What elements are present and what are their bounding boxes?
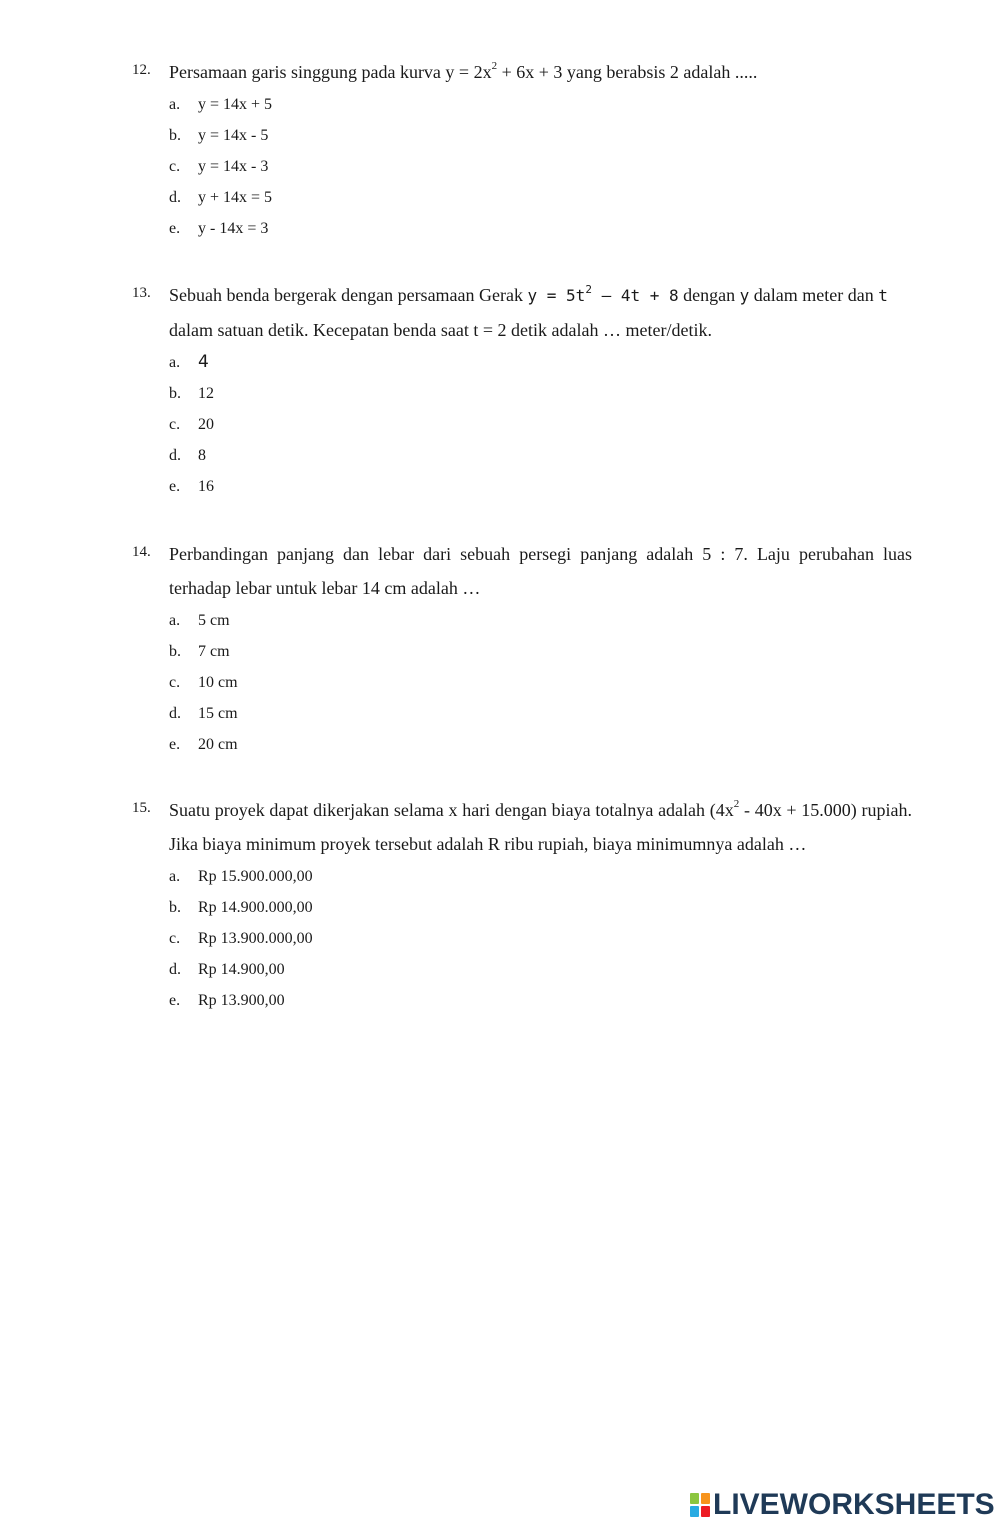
question-number: 12.	[132, 62, 151, 78]
option-text: 10 cm	[198, 674, 238, 691]
option-text: 5 cm	[198, 612, 230, 629]
options-list	[169, 861, 912, 1016]
option-text: 12	[198, 385, 214, 402]
option-a[interactable]	[169, 861, 912, 892]
question-stem: Perbandingan panjang dan lebar dari sebuah persegi panjang adalah 5 : 7. Laju perubahan luas terhadap lebar untuk lebar 14 cm adalah …	[169, 544, 912, 598]
option-b[interactable]	[169, 892, 912, 923]
option-e[interactable]	[169, 471, 912, 502]
option-label: b.	[169, 643, 181, 660]
option-label: a.	[169, 868, 181, 885]
question-15	[132, 793, 912, 1016]
option-a[interactable]	[169, 347, 912, 378]
option-b[interactable]	[169, 636, 912, 667]
option-label: b.	[169, 899, 181, 916]
question-13	[132, 278, 912, 502]
option-label: d.	[169, 447, 181, 464]
stem-part: dalam meter dan	[749, 285, 879, 305]
option-e[interactable]	[169, 213, 912, 244]
options-list	[169, 89, 912, 244]
logo-square	[690, 1506, 699, 1517]
option-label: d.	[169, 189, 181, 206]
option-text: Rp 15.900.000,00	[198, 868, 313, 885]
question-number: 15.	[132, 800, 151, 816]
option-text: Rp 14.900,00	[198, 961, 285, 978]
option-text: y = 14x - 5	[198, 127, 269, 144]
option-label: a.	[169, 96, 181, 113]
option-text: y = 14x - 3	[198, 158, 269, 175]
exponent: 2	[733, 798, 740, 810]
liveworksheets-logo-icon	[690, 1493, 710, 1517]
option-label: e.	[169, 992, 181, 1009]
question-stem	[169, 278, 912, 347]
exponent: 2	[491, 60, 498, 72]
option-a[interactable]	[169, 89, 912, 120]
option-e[interactable]	[169, 729, 912, 760]
question-stem	[169, 793, 912, 861]
option-label: a.	[169, 612, 181, 629]
option-text: y = 14x + 5	[198, 96, 273, 113]
option-c[interactable]	[169, 923, 912, 954]
option-label: d.	[169, 705, 181, 722]
option-text: 20	[198, 416, 214, 433]
variable-t: t	[878, 286, 888, 305]
option-text: Rp 13.900,00	[198, 992, 285, 1009]
option-text: Rp 13.900.000,00	[198, 930, 313, 947]
option-text: 20 cm	[198, 736, 238, 753]
stem-part: Suatu proyek dapat dikerjakan selama x hari dengan biaya totalnya adalah (4x	[169, 800, 734, 820]
option-text: 4	[198, 352, 209, 372]
option-b[interactable]	[169, 378, 912, 409]
question-number: 14.	[132, 544, 151, 560]
logo-square	[701, 1493, 710, 1504]
stem-part: Sebuah benda bergerak dengan persamaan Gerak	[169, 285, 528, 305]
liveworksheets-logo	[690, 1487, 995, 1523]
equation-part: y = 5t	[527, 286, 586, 305]
option-b[interactable]	[169, 120, 912, 151]
option-c[interactable]	[169, 667, 912, 698]
exponent: 2	[585, 282, 592, 296]
option-text: y - 14x = 3	[198, 220, 269, 237]
option-c[interactable]	[169, 151, 912, 182]
option-label: b.	[169, 127, 181, 144]
option-d[interactable]	[169, 698, 912, 729]
equation-part: – 4t + 8	[591, 286, 679, 305]
option-text: 8	[198, 447, 206, 464]
option-label: d.	[169, 961, 181, 978]
stem-part: dalam satuan detik. Kecepatan benda saat t = 2 detik adalah … meter/detik.	[169, 320, 712, 340]
option-label: e.	[169, 736, 181, 753]
question-12	[132, 55, 912, 244]
option-d[interactable]	[169, 182, 912, 213]
option-text: Rp 14.900.000,00	[198, 899, 313, 916]
option-label: e.	[169, 220, 181, 237]
option-label: c.	[169, 674, 181, 691]
question-stem	[169, 55, 912, 89]
option-c[interactable]	[169, 409, 912, 440]
option-label: a.	[169, 354, 181, 371]
options-list	[169, 347, 912, 502]
stem-part: Persamaan garis singgung pada kurva y = 2x	[169, 62, 492, 82]
logo-square	[701, 1506, 710, 1517]
option-text: 7 cm	[198, 643, 230, 660]
options-list	[169, 605, 912, 760]
option-label: c.	[169, 416, 181, 433]
option-a[interactable]	[169, 605, 912, 636]
option-d[interactable]	[169, 954, 912, 985]
option-text: 15 cm	[198, 705, 238, 722]
stem-part: - 40x + 15.000) rupiah. Jika biaya minimum proyek tersebut adalah R ribu rupiah, biaya minimumnya adalah …	[169, 800, 912, 854]
question-14	[132, 537, 912, 760]
stem-part: + 6x + 3 yang berabsis 2 adalah .....	[497, 62, 758, 82]
variable-y: y	[739, 286, 750, 305]
logo-square	[690, 1493, 699, 1504]
option-label: c.	[169, 930, 181, 947]
stem-part: dengan	[678, 285, 740, 305]
option-label: b.	[169, 385, 181, 402]
equation	[527, 282, 679, 305]
option-e[interactable]	[169, 985, 912, 1016]
option-label: e.	[169, 478, 181, 495]
option-text: 16	[198, 478, 214, 495]
option-label: c.	[169, 158, 181, 175]
option-d[interactable]	[169, 440, 912, 471]
question-number: 13.	[132, 285, 151, 301]
logo-text: LIVEWORKSHEETS	[713, 1488, 995, 1521]
option-text: y + 14x = 5	[198, 189, 273, 206]
